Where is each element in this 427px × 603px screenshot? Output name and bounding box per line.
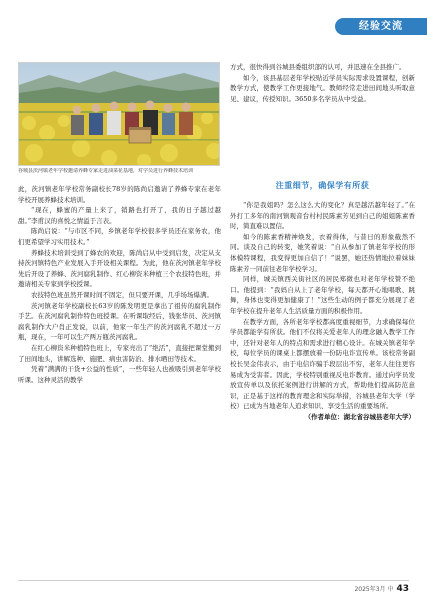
paragraph: 在教学方面，各所老年学校都高度重视细节，力求确保每位学员都能学有所获。他们不仅将关爱老年人的理念融入教学工作中，还针对老年人的特点和需求进行精心设计。在城关镇老年学校，每位学员的课桌上都摆放着一份防电诈宣传单。该校常务副校长吴金伟表示，由于电信诈骗手段层出不穷，老年人往往更容易成为受害者。因此，学校特别重视反电诈教育。通过向学员发放宣传单以及依托案例进行讲解的方式，帮助他们提高防范意识，正是基于这样的教育理念和实际举措，谷城县老年大学（学校）已成为当地老年人追求知识、享受生活的重要场所。: [230, 317, 415, 411]
paragraph: 如今的陈素香精神焕发，衣着得体，与昔日的形象截然不同。谈及自己的转变，她笑着说：“自从参加了镇老年学校的形体模特课程，我变得更加自信了！”说罢，她还热情地拉着妹妹陈素芳一同前往老年学校学习。: [230, 232, 415, 273]
paragraph: 方式，很快得到谷城县委组织部的认可，并迅速在全县推广。: [230, 63, 406, 71]
photo-caption: 谷城县茨河镇老年学校邀请养蜂专家走进油菜花基地，对学员进行养蜂技术培训: [18, 168, 194, 174]
paragraph: 同样，城关镇西关街社区的居民郑微也对老年学校赞不绝口。他提到：“我妈自从上了老年学校，每天都开心地唱歌、跳舞，身体也变得更加健康了！”这些生动的例子都充分展现了老年学校在提升老年人生活质量方面的积极作用。: [230, 275, 415, 315]
paragraph: 如今，该县基层老年学校贴近学员实际需求设置课程，创新教学方式，使教学工作更接地气。教师经常走进田间地头听取意见、建议，传授知识。3650多名学员从中受益。: [230, 73, 415, 103]
paragraph: 此，茨河镇老年学校常务副校长78岁的陈尚启邀请了养蜂专家在老年学校开展养蜂技术培训。: [18, 185, 221, 204]
article-photo: [18, 62, 220, 166]
paragraph: “你是我姐吗？怎么这么大的变化？真是越活越年轻了。”在外打工多年的南河镇观音台村村民陈素芳见到自己的姐姐陈素香时，简直难以置信。: [230, 201, 415, 231]
paragraph: 凭着“满满的干货+公益的性质”，一些年轻人也被吸引到老年学校听课。这种灵活的教学: [18, 365, 221, 384]
paragraph: “现在，蜂蜜的产量上来了，销路也打开了，我的日子越过越甜。”李甫汉的喜悦之情溢于言表。: [18, 206, 221, 225]
right-column-bottom: [230, 200, 415, 422]
paragraph: 茨河镇老年学校副校长63岁的陈发明更是拿出了祖传的腐乳制作手艺。在茨河腐乳制作特色班授课。在听课取经后，钱张华员、茨河镇腐乳制作大户肖正发说，以前，他家一年生产的茨河腐乳不超过一万瓶，现在，一年可以生产两万瓶茨河腐乳。: [18, 301, 221, 342]
section-tag: 经验交流: [335, 18, 427, 35]
paragraph: 农技特色班虽然开课时间不固定，但只要开课，几乎场场爆满。: [31, 290, 213, 299]
section-subheading: 注重细节，确保学有所获: [275, 181, 370, 190]
page-footer: [354, 584, 409, 594]
paragraph: 在红心柳资米种植特色班上，专家亮出了“绝活”，直接把课堂搬到了田间地头，讲解选种、施肥、病虫害防治、排水晒田等技术。: [18, 343, 221, 363]
paragraph: 养蜂技术培训受到了蜂农的欢迎，陈尚启从中受到启发，决定从支持茨河镇特色产业发展入手开设相关课程。为此，他在茨河镇老年学校先后开设了养蜂、茨河腐乳制作、红心柳资米种植三个农技特色班，并邀请相关专家到学校授课。: [18, 248, 221, 289]
right-column-top: [230, 62, 415, 104]
beekeeping-training-photo: [19, 63, 220, 166]
issue-date: 2025年3月 中: [354, 586, 394, 593]
paragraph: 陈尚启说：“与市区不同，乡镇老年学校很多学员还在家务农，他们更希望学习实用技术。”: [18, 227, 221, 246]
page-number: 43: [396, 584, 409, 594]
author-affiliation: （作者单位：湖北省谷城县老年大学）: [304, 412, 415, 421]
left-column: [18, 184, 221, 385]
footer-rule: [18, 580, 409, 581]
